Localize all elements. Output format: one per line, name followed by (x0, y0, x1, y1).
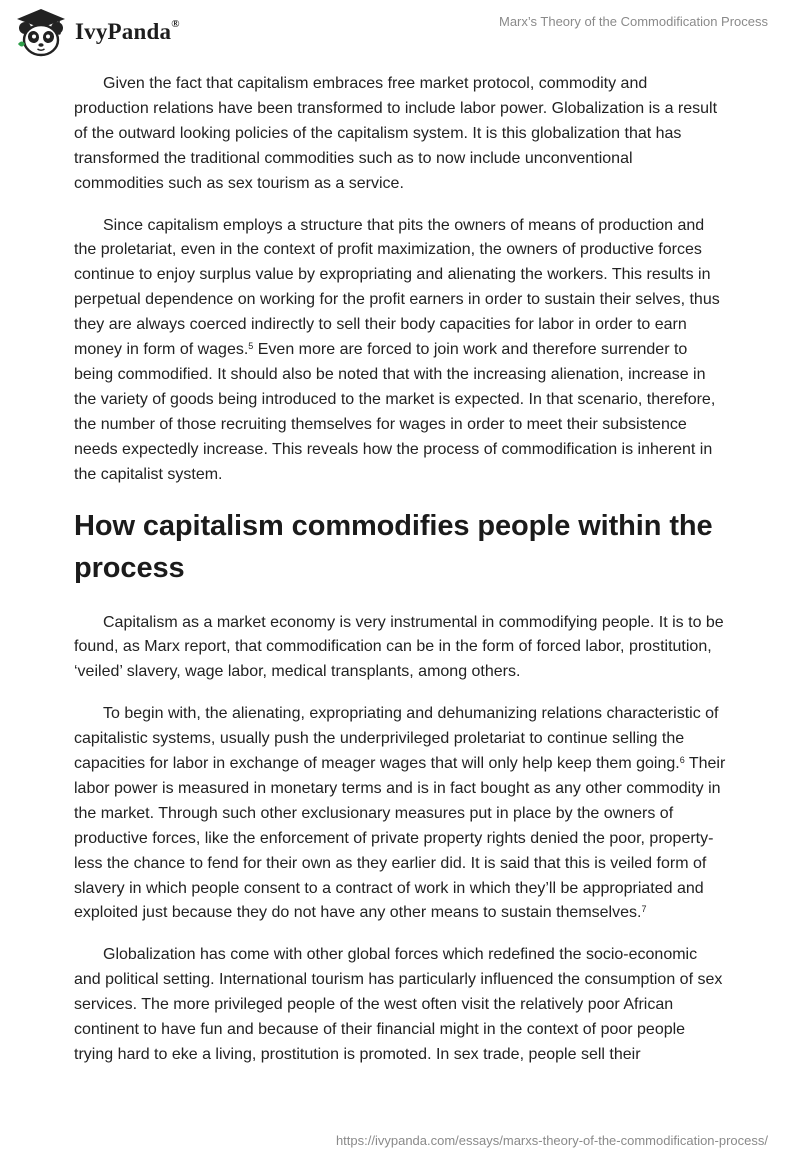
paragraph-3: Capitalism as a market economy is very instrumental in commodifying people. It is to be found, as Marx report, that commodification can be in the form of forced labor, prostitution, ‘veiled’ slavery, wage labor, medical transplants, among others. (74, 613, 724, 681)
paragraph-2-text-b: Even more are forced to join work and therefore surrender to being commodified. It should also be noted that with the increasing alienation, increase in the variety of goods being introduced to the market is expected. In that scenario, therefore, the number of those recruiting themselves for wages in order to meet their subsistence needs expectedly increase. This reveals how the process of commodification is inherent in the capitalist system. (74, 341, 716, 483)
paragraph-1: Given the fact that capitalism embraces free market protocol, commodity and production relations have been transformed to include labor power. Globalization is a result of the outward looking policies of the capitalism system. It is this globalization that has transformed the traditional commodities such as to now include unconventional commodities such as sex tourism as a service. (74, 75, 718, 192)
essay-content (74, 72, 726, 1085)
paragraph-4 (74, 702, 726, 926)
paragraph-5: Globalization has come with other global forces which redefined the socio-economic and political setting. International tourism has particularly influenced the consumption of sex services. The more privileged people of the west often visit the relatively poor African continent to have fun and because of their financial might in the context of poor people trying hard to eke a living, prostitution is promoted. In sex trade, people sell their (74, 946, 723, 1063)
page-header (0, 0, 800, 64)
registered-mark: ® (171, 18, 180, 31)
footnote-ref-5[interactable]: 5 (248, 340, 254, 351)
section-heading: How capitalism commodifies people within the process (74, 509, 713, 584)
paragraph-4-text-a: To begin with, the alienating, expropriating and dehumanizing relations characteristic of capitalistic systems, usually push the underprivileged proletariat to continue selling the capacities for labor in exchange of meager wages that will only help keep them going. (74, 705, 719, 773)
panda-graduate-icon (13, 6, 69, 58)
logo-name: IvyPanda (75, 19, 172, 44)
ivypanda-logo[interactable] (13, 6, 180, 58)
footnote-ref-6[interactable]: 6 (679, 754, 685, 765)
footnote-ref-7[interactable]: 7 (641, 904, 647, 915)
paragraph-4-text-b: Their labor power is measured in monetary terms and is in fact bought as any other commodity in the market. Through such other exclusionary measures put in place by the owners of productive forces, like the enforcement of private property rights denied the poor, property-less the chance to fend for their own as they earlier did. It is said that this is veiled form of slavery in which people consent to a contract of work in which they’ll be appropriated and exploited just because they do not have any other means to sustain themselves. (74, 755, 726, 922)
source-url[interactable]: https://ivypanda.com/essays/marxs-theory-of-the-commodification-process/ (335, 1133, 768, 1148)
logo-text (75, 19, 180, 45)
paragraph-2-text-a: Since capitalism employs a structure that pits the owners of means of production and the proletariat, even in the context of profit maximization, the owners of productive forces continue to enjoy surplus value by expropriating and alienating the workers. This results in perpetual dependence on working for the profit earners in order to sustain their selves, thus they are always coerced indirectly to sell their body capacities for labor in order to earn money in form of wages. (74, 216, 720, 359)
paragraph-2 (74, 214, 726, 488)
document-title: Marx’s Theory of the Commodification Process (498, 14, 768, 29)
